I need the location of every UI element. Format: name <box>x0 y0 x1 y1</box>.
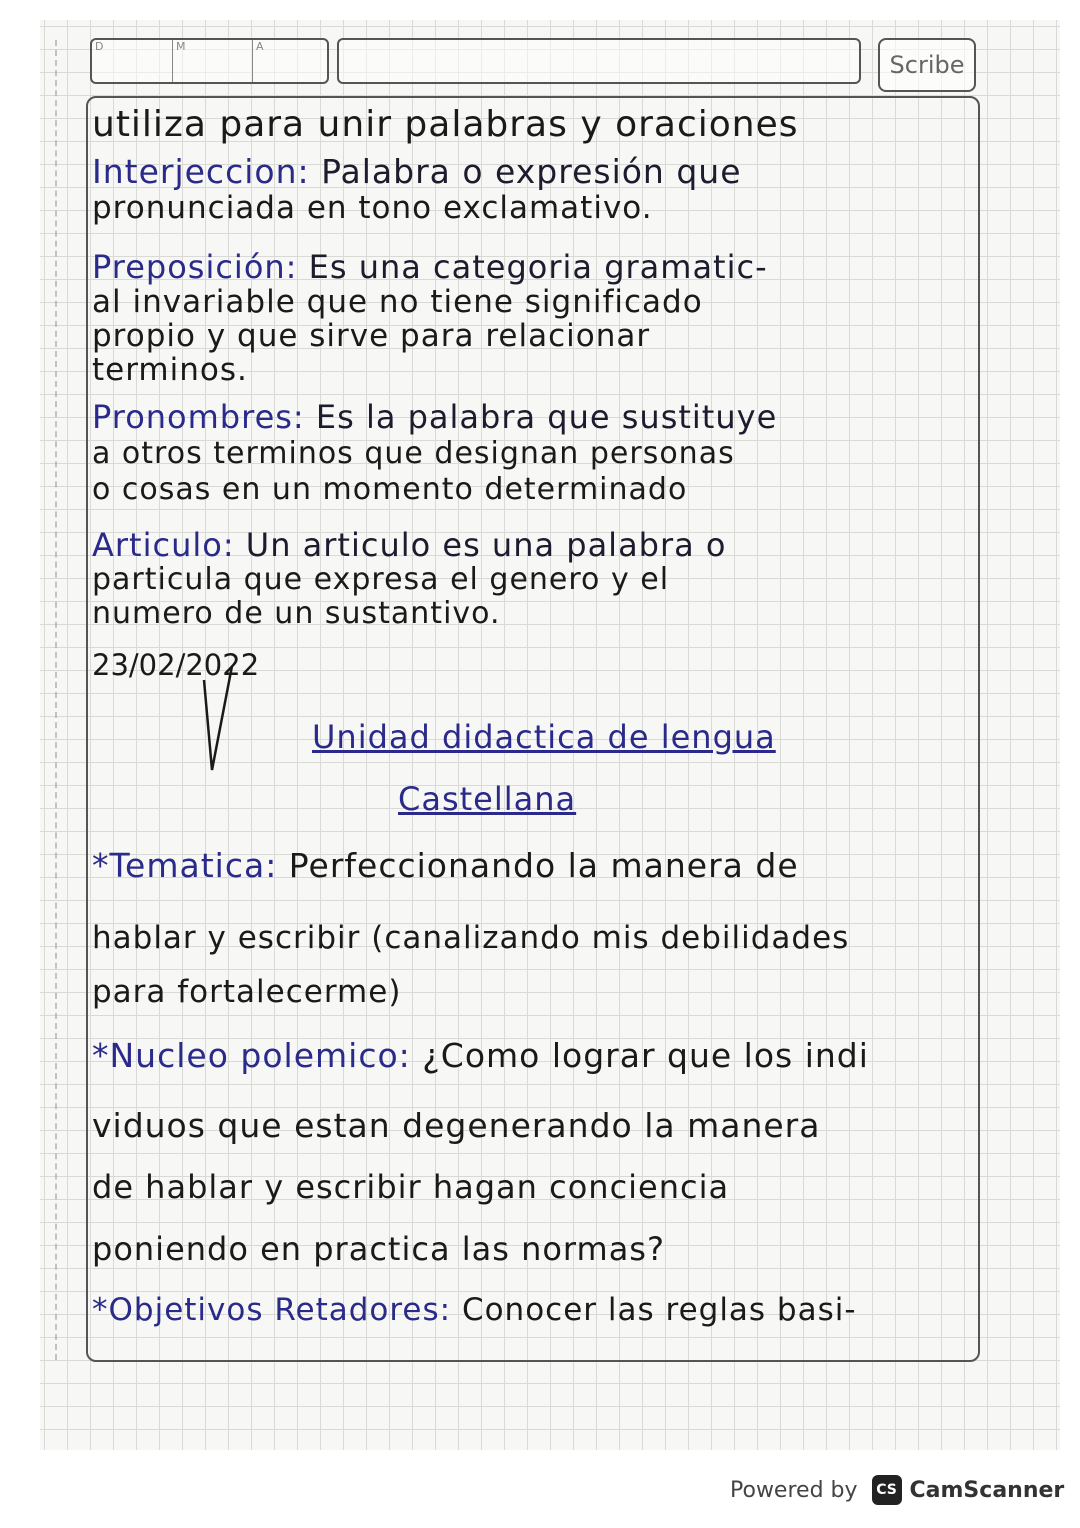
note-line: propio y que sirve para relacionar <box>92 318 651 354</box>
pen-stroke-mark <box>200 660 240 780</box>
definition-text: Conocer las reglas basi- <box>451 1292 857 1328</box>
note-line <box>92 526 727 564</box>
note-line <box>92 1292 857 1328</box>
definition-text: Es una categoria gramatic- <box>297 248 768 286</box>
note-line: numero de un sustantivo. <box>92 596 501 631</box>
note-line <box>92 398 777 436</box>
note-line: de hablar y escribir hagan conciencia <box>92 1168 730 1206</box>
powered-by-label: Powered by <box>730 1477 858 1503</box>
note-line: hablar y escribir (canalizando mis debilidades <box>92 920 850 956</box>
note-line: poniendo en practica las normas? <box>92 1230 665 1268</box>
note-line: a otros terminos que designan personas <box>92 436 735 471</box>
note-line: utiliza para unir palabras y oraciones <box>92 104 799 145</box>
note-line: pronunciada en tono exclamativo. <box>92 190 653 226</box>
term-preposicion: Preposición: <box>92 248 298 286</box>
definition-text: Palabra o expresión que <box>309 152 742 191</box>
note-line <box>92 152 742 191</box>
camscanner-logo-icon: CS <box>872 1475 902 1505</box>
definition-text: Es la palabra que sustituye <box>304 398 778 436</box>
day-cell: D <box>95 40 104 53</box>
note-line <box>92 248 768 286</box>
month-cell: M <box>172 40 186 82</box>
term-articulo: Articulo: <box>92 526 235 564</box>
binding-edge <box>55 40 63 1360</box>
date-box <box>90 38 329 84</box>
definition-text: Un articulo es una palabra o <box>234 526 727 564</box>
term-interjeccion: Interjeccion: <box>92 152 310 191</box>
term-tematica: *Tematica: <box>92 846 278 885</box>
note-line: terminos. <box>92 352 248 388</box>
term-objetivos-retadores: *Objetivos Retadores: <box>92 1292 452 1328</box>
note-line: o cosas en un momento determinado <box>92 472 688 507</box>
note-line: particula que expresa el genero y el <box>92 562 670 597</box>
scanner-watermark <box>730 1468 1064 1512</box>
unit-subtitle: Castellana <box>398 780 577 818</box>
note-line: viduos que estan degenerando la manera <box>92 1106 821 1145</box>
term-pronombres: Pronombres: <box>92 398 305 436</box>
term-nucleo-polemico: *Nucleo polemico: <box>92 1036 411 1075</box>
unit-title: Unidad didactica de lengua <box>312 718 776 756</box>
camscanner-brand: CamScanner <box>909 1477 1065 1503</box>
subject-box <box>337 38 861 84</box>
notebook-brand-logo: Scribe <box>878 38 976 92</box>
entry-date: 23/02/2022 <box>92 648 260 682</box>
year-cell: A <box>252 40 264 82</box>
note-line: al invariable que no tiene significado <box>92 284 703 320</box>
definition-text: ¿Como lograr que los indi <box>410 1036 869 1075</box>
note-line <box>92 1036 869 1075</box>
note-line <box>92 846 799 885</box>
definition-text: Perfeccionando la manera de <box>277 846 799 885</box>
note-line: para fortalecerme) <box>92 974 402 1010</box>
